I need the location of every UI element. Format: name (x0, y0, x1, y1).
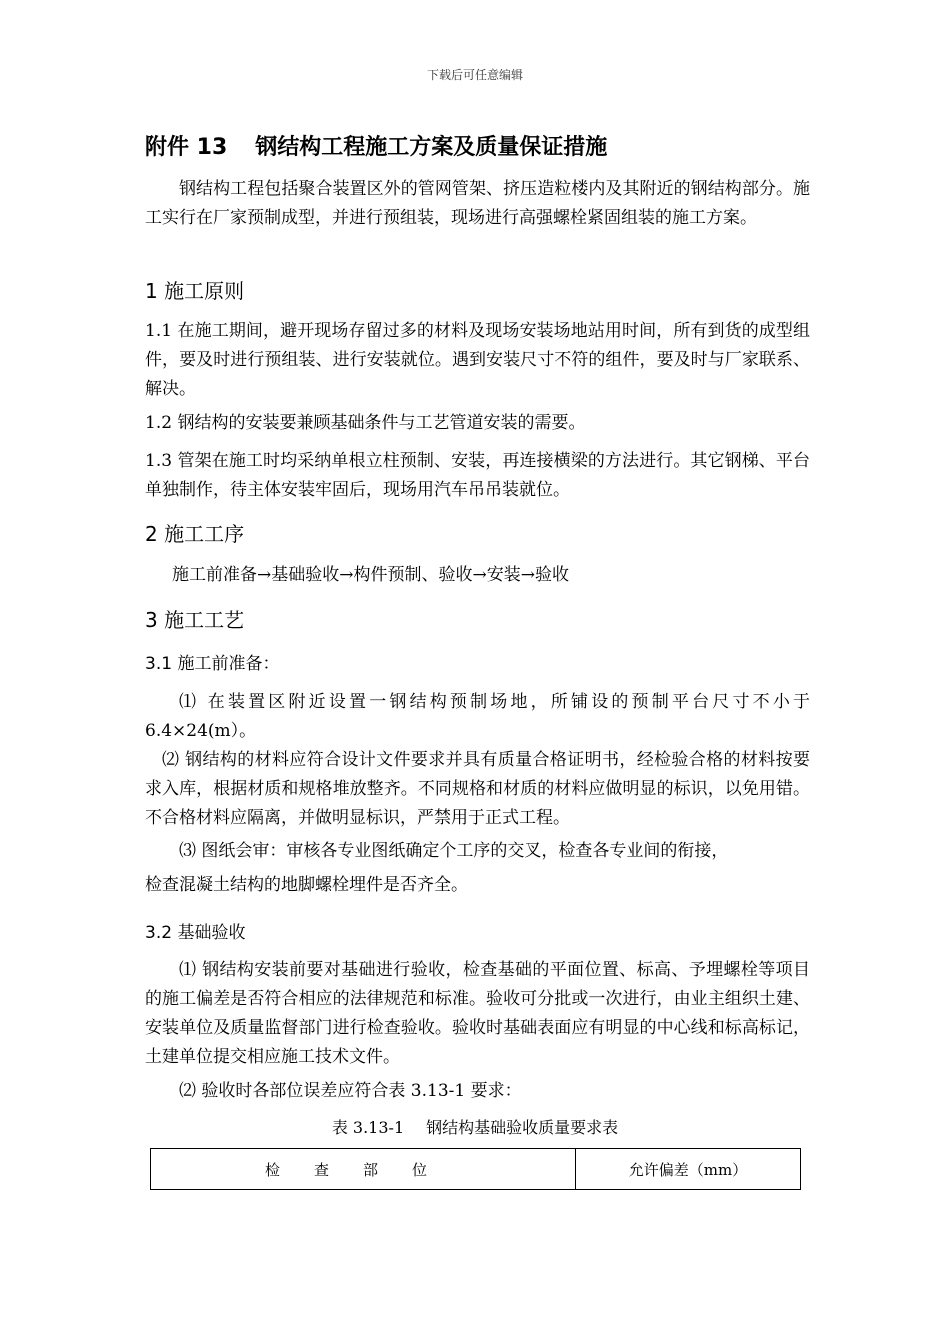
header-note: 下载后可任意编辑 (426, 68, 523, 82)
item-1-1: 1.1 在施工期间，避开现场存留过多的材料及现场安装场地站用时间，所有到货的成型组件，要及时进行预组装、进行安装就位。遇到安装尺寸不符的组件，要及时与厂家联系、解决。 (145, 321, 810, 399)
table-caption (0, 1115, 950, 1138)
item-3-2-1: ⑴ 钢结构安装前要对基础进行验收，检查基础的平面位置、标高、予埋螺栓等项目的施工偏差是否符合相应的法律规范和标准。验收可分批或一次进行，由业主组织土建、安装单位及质量监督部门进行检查验收。验收时基础表面应有明显的中心线和标高标记，土建单位提交相应施工技术文件。 (145, 960, 810, 1067)
section-3-heading: 3 施工工艺 (145, 608, 245, 632)
item-3-1-2: ⑵ 钢结构的材料应符合设计文件要求并具有质量合格证明书，经检验合格的材料按要求入库，根据材质和规格堆放整齐。不同规格和材质的材料应做明显的标识，以免用错。不合格材料应隔离，并做明显标识，严禁用于正式工程。 (145, 750, 810, 828)
subsection-3-1-heading: 3.1 施工前准备： (145, 654, 280, 674)
process-flow: 施工前准备→基础验收→构件预制、验收→安装→验收 (172, 565, 569, 585)
title-number: 附件 13 (145, 135, 228, 160)
subsection-3-2-heading: 3.2 基础验收 (145, 923, 246, 943)
item-3-2-2: ⑵ 验收时各部位误差应符合表 3.13-1 要求： (179, 1081, 522, 1101)
section-1-heading: 1 施工原则 (145, 279, 245, 303)
table-caption-title: 钢结构基础验收质量要求表 (426, 1118, 619, 1137)
document-title (145, 130, 607, 161)
header-check-location: 检查部位 (151, 1149, 576, 1190)
section-2-heading: 2 施工工序 (145, 522, 245, 546)
table-header-row (151, 1149, 801, 1190)
title-text: 钢结构工程施工方案及质量保证措施 (255, 135, 608, 160)
header-allowed-deviation: 允许偏差（mm） (576, 1149, 801, 1190)
item-1-3: 1.3 管架在施工时均采纳单根立柱预制、安装，再连接横梁的方法进行。其它钢梯、平台单独制作，待主体安装牢固后，现场用汽车吊吊装就位。 (145, 451, 810, 500)
item-3-1-3-cont: 检查混凝土结构的地脚螺栓埋件是否齐全。 (145, 875, 468, 895)
item-3-1-1: ⑴ 在装置区附近设置一钢结构预制场地，所铺设的预制平台尺寸不小于6.4×24(m）。 (145, 692, 810, 741)
requirements-table (150, 1148, 801, 1190)
table-caption-number: 表 3.13-1 (331, 1118, 405, 1137)
item-3-1-3: ⑶ 图纸会审：审核各专业图纸确定个工序的交叉，检查各专业间的衔接， (179, 841, 729, 861)
intro-paragraph: 钢结构工程包括聚合装置区外的管网管架、挤压造粒楼内及其附近的钢结构部分。施工实行在厂家预制成型，并进行预组装，现场进行高强螺栓紧固组装的施工方案。 (145, 179, 810, 228)
item-1-2: 1.2 钢结构的安装要兼顾基础条件与工艺管道安装的需要。 (145, 413, 586, 433)
